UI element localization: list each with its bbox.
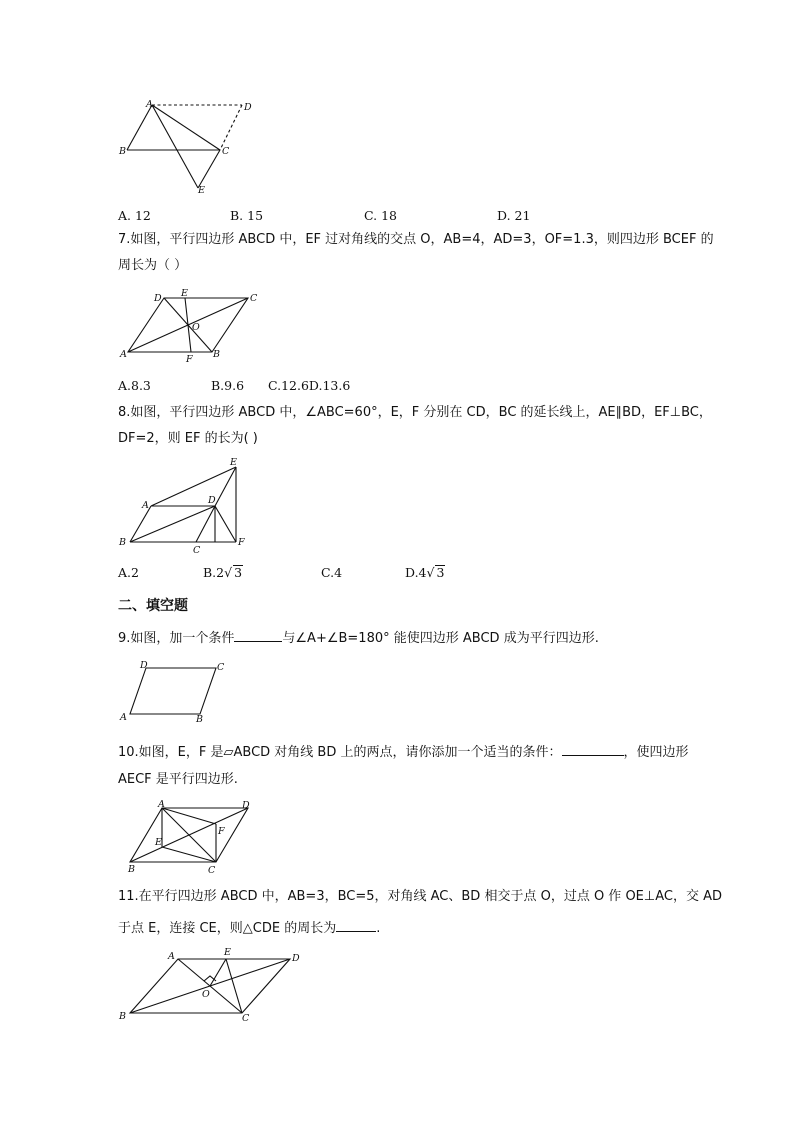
q8-option-b-radicand: 3 — [234, 565, 243, 580]
q8-label-b: B — [119, 537, 126, 548]
q8-label-a: A — [142, 500, 149, 511]
q10-label-a: A — [158, 799, 165, 810]
q9-label-d: D — [140, 660, 148, 671]
q9-answer-blank[interactable] — [234, 629, 282, 642]
q10-label-e: E — [155, 837, 162, 848]
q10-figure — [118, 798, 268, 878]
q10-label-b: B — [128, 864, 135, 875]
q7-option-a: A.8.3 — [118, 378, 151, 393]
radical-icon: √ — [224, 565, 233, 580]
q7-label-f: F — [186, 354, 193, 365]
q11-label-a: A — [168, 951, 175, 962]
q10-question-line1 — [118, 743, 689, 761]
q11-label-c: C — [242, 1013, 250, 1024]
q11-label-o: O — [202, 989, 210, 1000]
q11-answer-blank[interactable] — [336, 919, 376, 932]
radical-icon: √ — [426, 565, 435, 580]
q7-label-o: O — [192, 322, 200, 333]
q11-question-suffix: . — [376, 921, 381, 936]
q9-question-prefix: 9.如图，加一个条件 — [118, 631, 235, 646]
q9-label-a: A — [120, 712, 127, 723]
q8-option-d-radicand: 3 — [436, 565, 445, 580]
q8-label-f: F — [238, 537, 245, 548]
q9-label-b: B — [196, 714, 203, 725]
q10-label-f: F — [218, 826, 225, 837]
q7-label-b: B — [213, 349, 220, 360]
q8-option-c: C.4 — [321, 565, 343, 580]
q8-option-b — [203, 565, 243, 581]
q11-question-line1: 11.在平行四边形 ABCD 中，AB=3，BC=5，对角线 AC、BD 相交于点 O，过点 O 作 OE⊥AC，交 AD — [118, 889, 722, 904]
q9-question-suffix: 与∠A+∠B=180° 能使四边形 ABCD 成为平行四边形. — [282, 631, 599, 646]
q8-question-line1: 8.如图，平行四边形 ABCD 中，∠ABC=60°，E，F 分别在 CD，BC 的延长线上，AE∥BD，EF⊥BC， — [118, 405, 712, 420]
q11-figure — [118, 945, 308, 1025]
q7-option-cd: C.12.6D.13.6 — [268, 378, 351, 393]
q11-label-b: B — [119, 1011, 126, 1022]
q8-option-b-prefix: B.2 — [203, 565, 225, 580]
q8-figure — [118, 455, 258, 555]
q9-figure — [118, 658, 238, 726]
q7-label-c: C — [250, 293, 258, 304]
q7-label-a: A — [120, 349, 127, 360]
q6-label-e: E — [198, 185, 205, 196]
q11-question-line2 — [118, 919, 380, 937]
q8-option-d — [405, 565, 445, 581]
q6-option-d: D. 21 — [497, 208, 531, 223]
q10-label-c: C — [208, 865, 216, 876]
q7-option-b: B.9.6 — [211, 378, 245, 393]
q9-label-c: C — [217, 662, 225, 673]
q10-question-prefix: 10.如图，E，F 是▱ABCD 对角线 BD 上的两点，请你添加一个适当的条件： — [118, 745, 562, 760]
q11-label-e: E — [224, 947, 231, 958]
q7-label-d: D — [154, 293, 162, 304]
q6-label-d: D — [244, 102, 252, 113]
q6-option-a: A. 12 — [118, 208, 151, 223]
q10-question-suffix: ，使四边形 — [623, 745, 689, 760]
q10-question-line2: AECF 是平行四边形. — [118, 772, 238, 787]
q8-label-c: C — [193, 545, 201, 556]
q6-label-c: C — [222, 146, 230, 157]
q10-answer-blank[interactable] — [562, 743, 624, 756]
q6-figure — [118, 96, 258, 196]
q8-option-a: A.2 — [118, 565, 139, 580]
q8-option-d-prefix: D.4 — [405, 565, 427, 580]
q7-figure — [118, 288, 268, 366]
section-title-fill-in: 二、填空题 — [118, 598, 188, 614]
q11-question-prefix: 于点 E，连接 CE，则△CDE 的周长为 — [118, 921, 337, 936]
q6-label-b: B — [119, 146, 126, 157]
q6-option-b: B. 15 — [230, 208, 264, 223]
q8-label-d: D — [208, 495, 216, 506]
q11-label-d: D — [292, 953, 300, 964]
q8-label-e: E — [230, 457, 237, 468]
q7-question-line1: 7.如图，平行四边形 ABCD 中，EF 过对角线的交点 O，AB=4，AD=3，OF=1.3，则四边形 BCEF 的 — [118, 232, 714, 247]
q9-question — [118, 629, 599, 647]
q6-option-c: C. 18 — [364, 208, 397, 223]
q7-question-line2: 周长为（ ） — [118, 258, 188, 273]
q6-label-a: A — [146, 99, 153, 110]
q8-question-line2: DF=2，则 EF 的长为( ) — [118, 431, 258, 446]
q10-label-d: D — [242, 800, 250, 811]
q7-label-e: E — [181, 288, 188, 299]
